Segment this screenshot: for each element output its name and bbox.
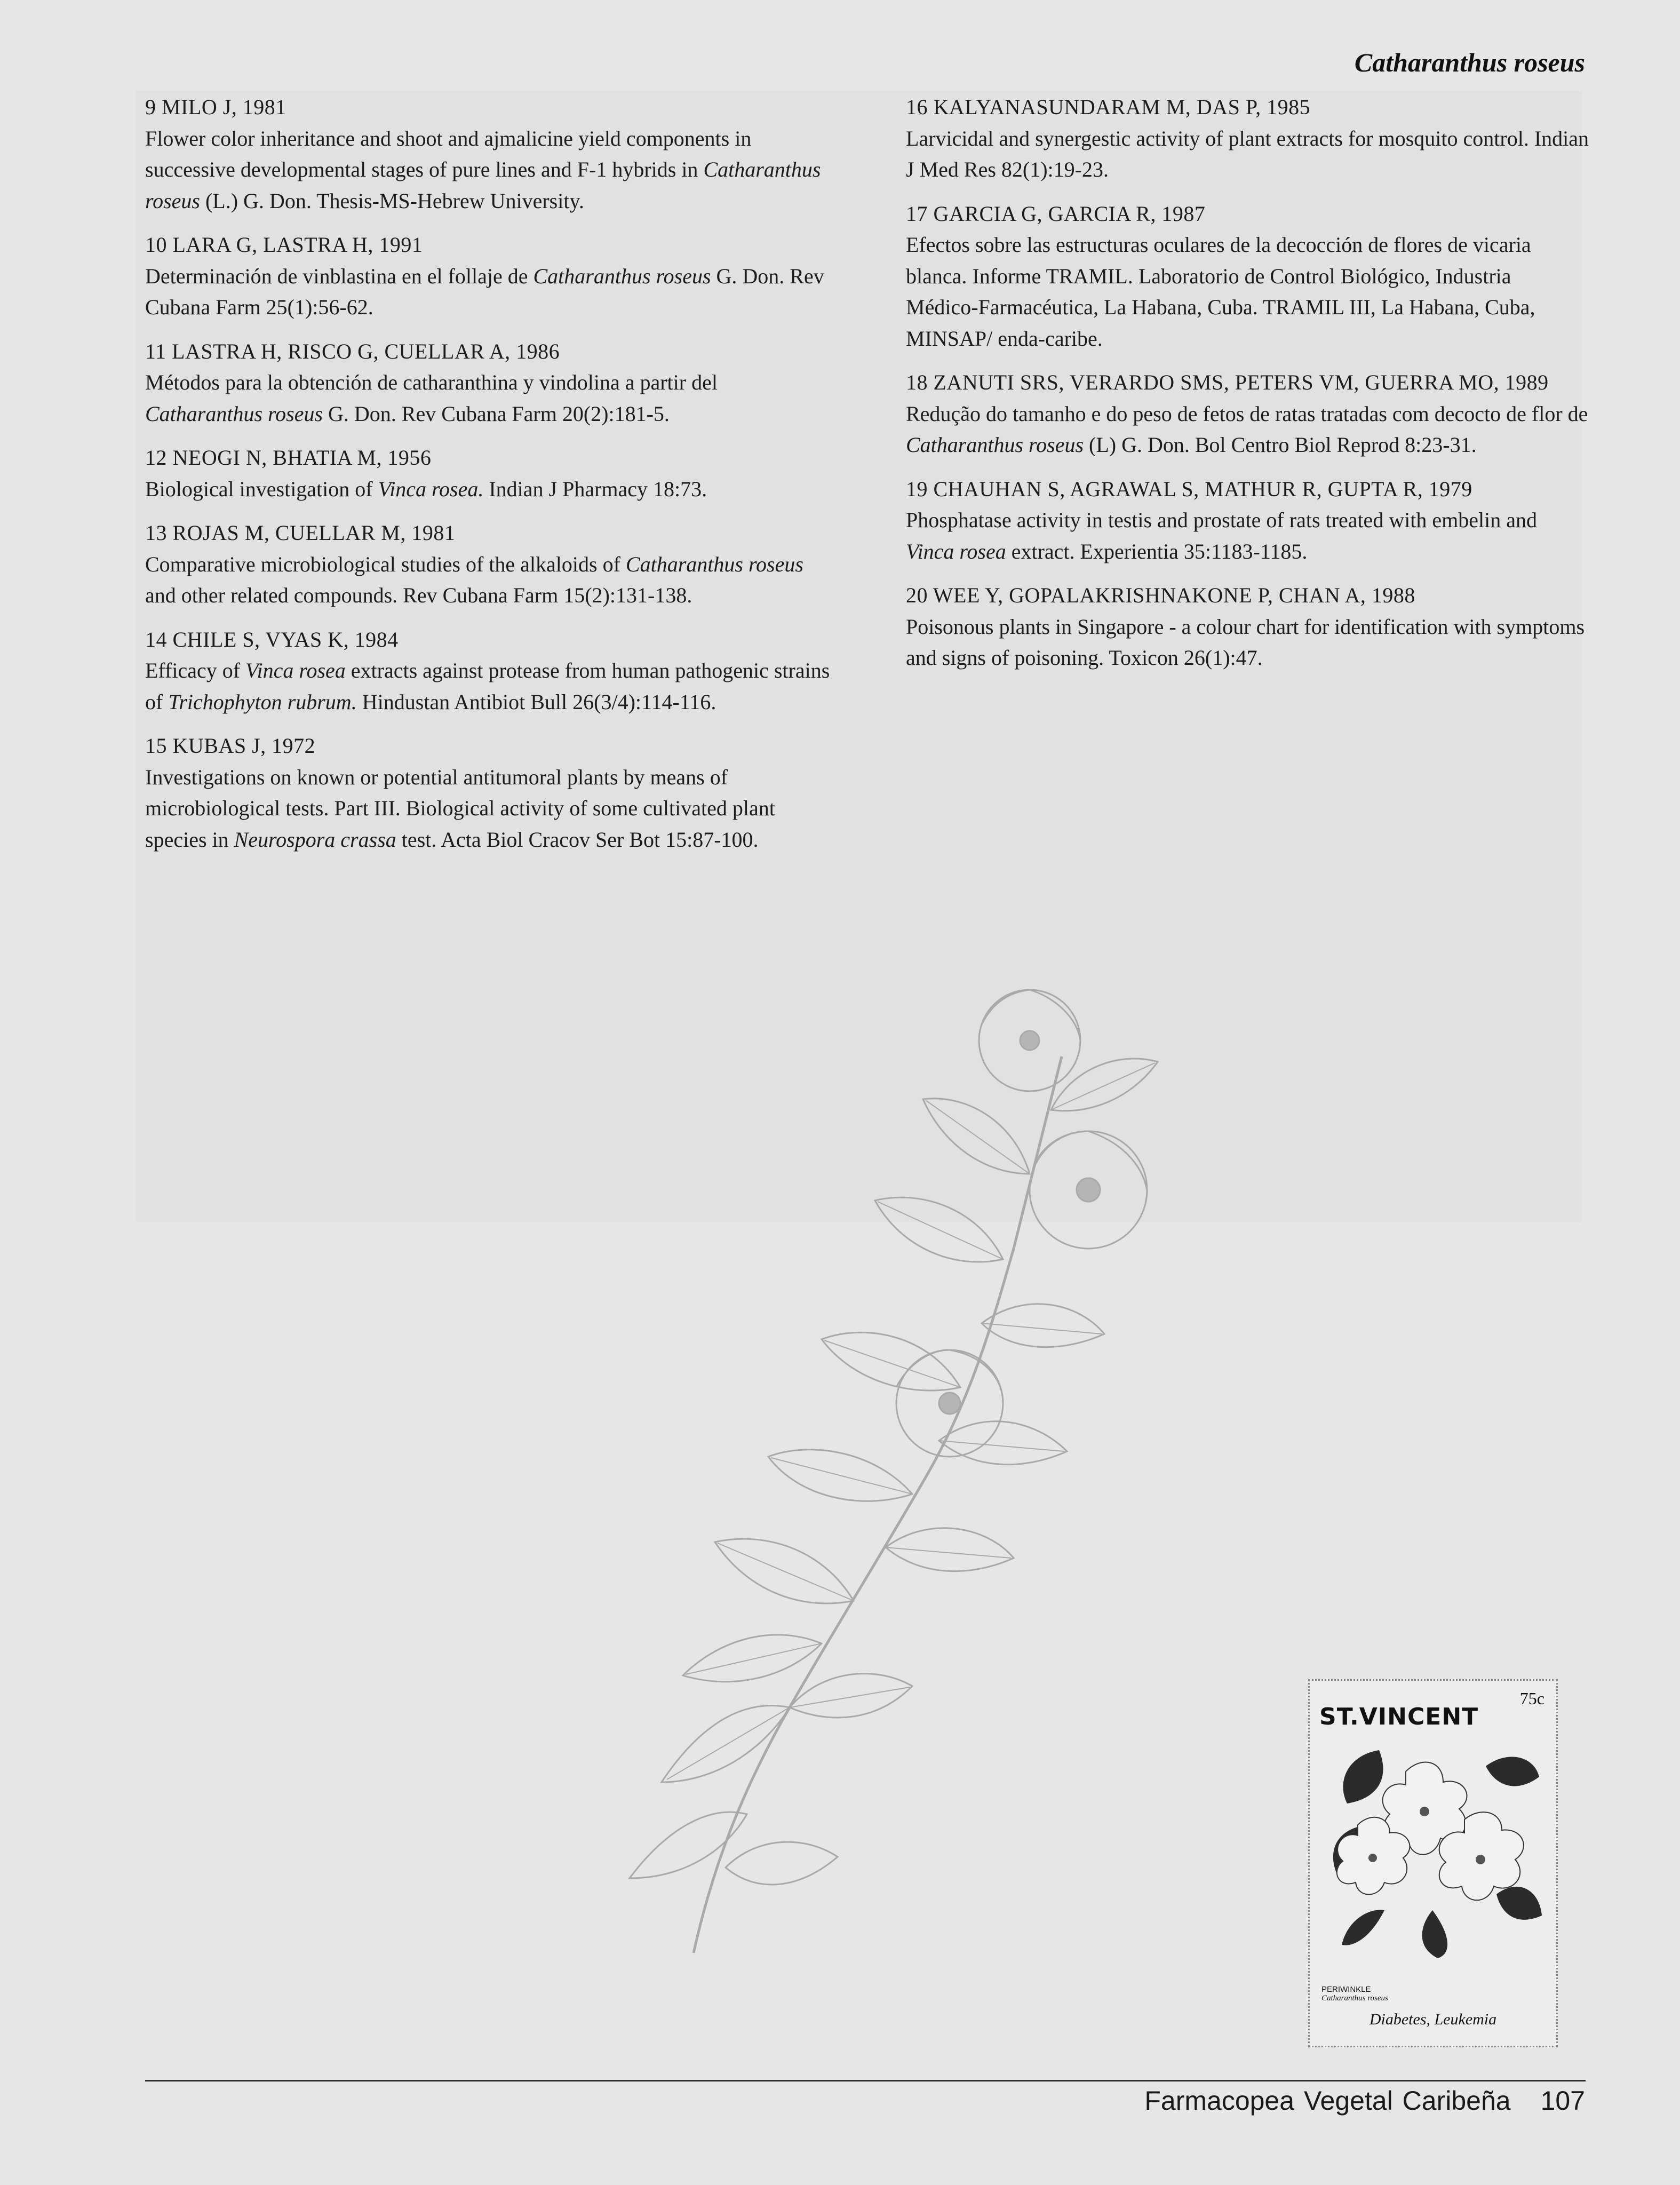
species-name: Vinca rosea. bbox=[378, 476, 484, 501]
citation-text: Phosphatase activity in testis and prostate of rats treated with embelin and bbox=[906, 508, 1538, 532]
footer-title: Farmacopea Vegetal Caribeña bbox=[1144, 2086, 1511, 2116]
reference-entry bbox=[906, 474, 1589, 568]
reference-citation bbox=[145, 367, 839, 430]
stamp-caption: Diabetes, Leukemia bbox=[1369, 2011, 1497, 2028]
citation-text: Determinación de vinblastina en el follaje de bbox=[145, 264, 534, 288]
reference-entry bbox=[145, 92, 839, 217]
citation-text: Flower color inheritance and shoot and ajmalicine yield components in successive developmental stages of pure lines and F-1 hybrids in bbox=[145, 126, 752, 181]
reference-entry bbox=[906, 367, 1589, 461]
reference-authors: 10 LARA G, LASTRA H, 1991 bbox=[145, 233, 423, 257]
stamp-plant-name bbox=[1321, 1985, 1388, 2003]
species-name: Trichophyton rubrum. bbox=[168, 689, 357, 714]
reference-authors: 18 ZANUTI SRS, VERARDO SMS, PETERS VM, GUERRA MO, 1989 bbox=[906, 370, 1549, 394]
species-name: Catharanthus roseus bbox=[145, 401, 323, 426]
stamp-country: ST.VINCENT bbox=[1319, 1703, 1479, 1730]
reference-entry bbox=[906, 198, 1589, 355]
citation-text: Redução do tamanho e do peso de fetos de ratas tratadas com decocto de flor de bbox=[906, 401, 1588, 426]
citation-text: Indian J Pharmacy 18:73. bbox=[483, 476, 707, 501]
species-name: Catharanthus roseus bbox=[625, 552, 803, 576]
reference-citation bbox=[145, 261, 839, 323]
reference-entry bbox=[145, 229, 839, 323]
citation-text: (L.) G. Don. Thesis-MS-Hebrew University. bbox=[200, 188, 584, 213]
stamp-value: 75c bbox=[1519, 1689, 1544, 1708]
footer-rule bbox=[145, 2080, 1586, 2081]
species-name: Vinca rosea bbox=[906, 539, 1006, 563]
species-name: Catharanthus roseus bbox=[906, 433, 1084, 457]
reference-authors: 13 ROJAS M, CUELLAR M, 1981 bbox=[145, 521, 456, 545]
reference-entry bbox=[145, 730, 839, 855]
reference-authors: 19 CHAUHAN S, AGRAWAL S, MATHUR R, GUPTA R, 1979 bbox=[906, 476, 1472, 501]
reference-citation bbox=[906, 505, 1589, 567]
citation-text: extracts against protease from human pathogenic strains of bbox=[145, 658, 830, 714]
plant-illustration bbox=[416, 950, 1206, 1990]
running-head: Catharanthus roseus bbox=[1354, 47, 1585, 77]
citation-text: extract. Experientia 35:1183-1185. bbox=[1006, 539, 1308, 563]
citation-text: Métodos para la obtención de catharanthina y vindolina a partir del bbox=[145, 370, 718, 394]
citation-text: G. Don. Rev Cubana Farm 20(2):181-5. bbox=[323, 401, 670, 426]
page-number: 107 bbox=[1540, 2086, 1585, 2116]
citation-text: Biological investigation of bbox=[145, 476, 378, 501]
reference-entry bbox=[906, 92, 1589, 186]
reference-authors: 9 MILO J, 1981 bbox=[145, 95, 286, 119]
reference-entry bbox=[906, 580, 1589, 674]
reference-citation bbox=[145, 123, 839, 217]
reference-authors: 15 KUBAS J, 1972 bbox=[145, 734, 316, 758]
reference-citation bbox=[145, 474, 839, 505]
citation-text: Larvicidal and synergestic activity of plant extracts for mosquito control. Indian J Med Res 82(1):19-23. bbox=[906, 126, 1589, 181]
reference-citation bbox=[145, 549, 839, 611]
citation-text: Poisonous plants in Singapore - a colour chart for identification with symptoms and signs of poisoning. Toxicon 26(1):47. bbox=[906, 614, 1585, 670]
reference-citation bbox=[145, 762, 839, 856]
reference-authors: 12 NEOGI N, BHATIA M, 1956 bbox=[145, 446, 432, 470]
leaf-veins bbox=[667, 1063, 1155, 1779]
reference-authors: 16 KALYANASUNDARAM M, DAS P, 1985 bbox=[906, 95, 1311, 119]
species-name: Catharanthus roseus bbox=[533, 264, 711, 288]
references-right-column bbox=[906, 92, 1589, 687]
stamp-scientific-name: Catharanthus roseus bbox=[1321, 1994, 1388, 2003]
citation-text: and other related compounds. Rev Cubana Farm 15(2):131-138. bbox=[145, 583, 692, 607]
citation-text: Hindustan Antibiot Bull 26(3/4):114-116. bbox=[356, 689, 716, 714]
page-footer bbox=[1144, 2085, 1585, 2116]
flowers bbox=[896, 990, 1147, 1457]
species-name: Neurospora crassa bbox=[234, 827, 396, 852]
reference-citation bbox=[906, 123, 1589, 186]
reference-authors: 20 WEE Y, GOPALAKRISHNAKONE P, CHAN A, 1988 bbox=[906, 583, 1415, 607]
reference-citation bbox=[906, 399, 1589, 461]
references-left-column bbox=[145, 92, 839, 868]
stamp-common-name: PERIWINKLE bbox=[1321, 1985, 1371, 1994]
citation-text: Efectos sobre las estructuras oculares de la decocción de flores de vicaria blanca. Informe TRAMIL. Laboratorio de Control Biológico, Industria Médico-Farmacéutica, La Habana, Cuba. TRAMIL III, La Habana, Cuba, MINSAP/ enda-caribe. bbox=[906, 233, 1535, 351]
reference-citation bbox=[906, 229, 1589, 354]
main-stem bbox=[694, 1056, 1062, 1953]
reference-citation bbox=[906, 611, 1589, 674]
periwinkle-flower-art bbox=[1326, 1734, 1543, 1958]
reference-entry bbox=[145, 624, 839, 718]
species-name: Catharanthus roseus bbox=[145, 157, 821, 213]
reference-citation bbox=[145, 655, 839, 718]
reference-entry bbox=[145, 442, 839, 505]
reference-authors: 11 LASTRA H, RISCO G, CUELLAR A, 1986 bbox=[145, 339, 560, 363]
citation-text: G. Don. Rev Cubana Farm 25(1):56-62. bbox=[145, 264, 824, 319]
citation-text: test. Acta Biol Cracov Ser Bot 15:87-100. bbox=[396, 827, 759, 852]
citation-text: Comparative microbiological studies of the alkaloids of bbox=[145, 552, 626, 576]
reference-authors: 17 GARCIA G, GARCIA R, 1987 bbox=[906, 201, 1206, 226]
citation-text: Investigations on known or potential antitumoral plants by means of microbiological tests. Part III. Biological activity of some cultivated plant species in bbox=[145, 765, 775, 852]
citation-text: (L) G. Don. Bol Centro Biol Reprod 8:23-31. bbox=[1084, 433, 1477, 457]
reference-entry bbox=[145, 518, 839, 611]
postage-stamp bbox=[1308, 1679, 1558, 2047]
reference-authors: 14 CHILE S, VYAS K, 1984 bbox=[145, 627, 399, 651]
reference-entry bbox=[145, 336, 839, 430]
species-name: Vinca rosea bbox=[245, 658, 346, 682]
citation-text: Efficacy of bbox=[145, 658, 246, 682]
